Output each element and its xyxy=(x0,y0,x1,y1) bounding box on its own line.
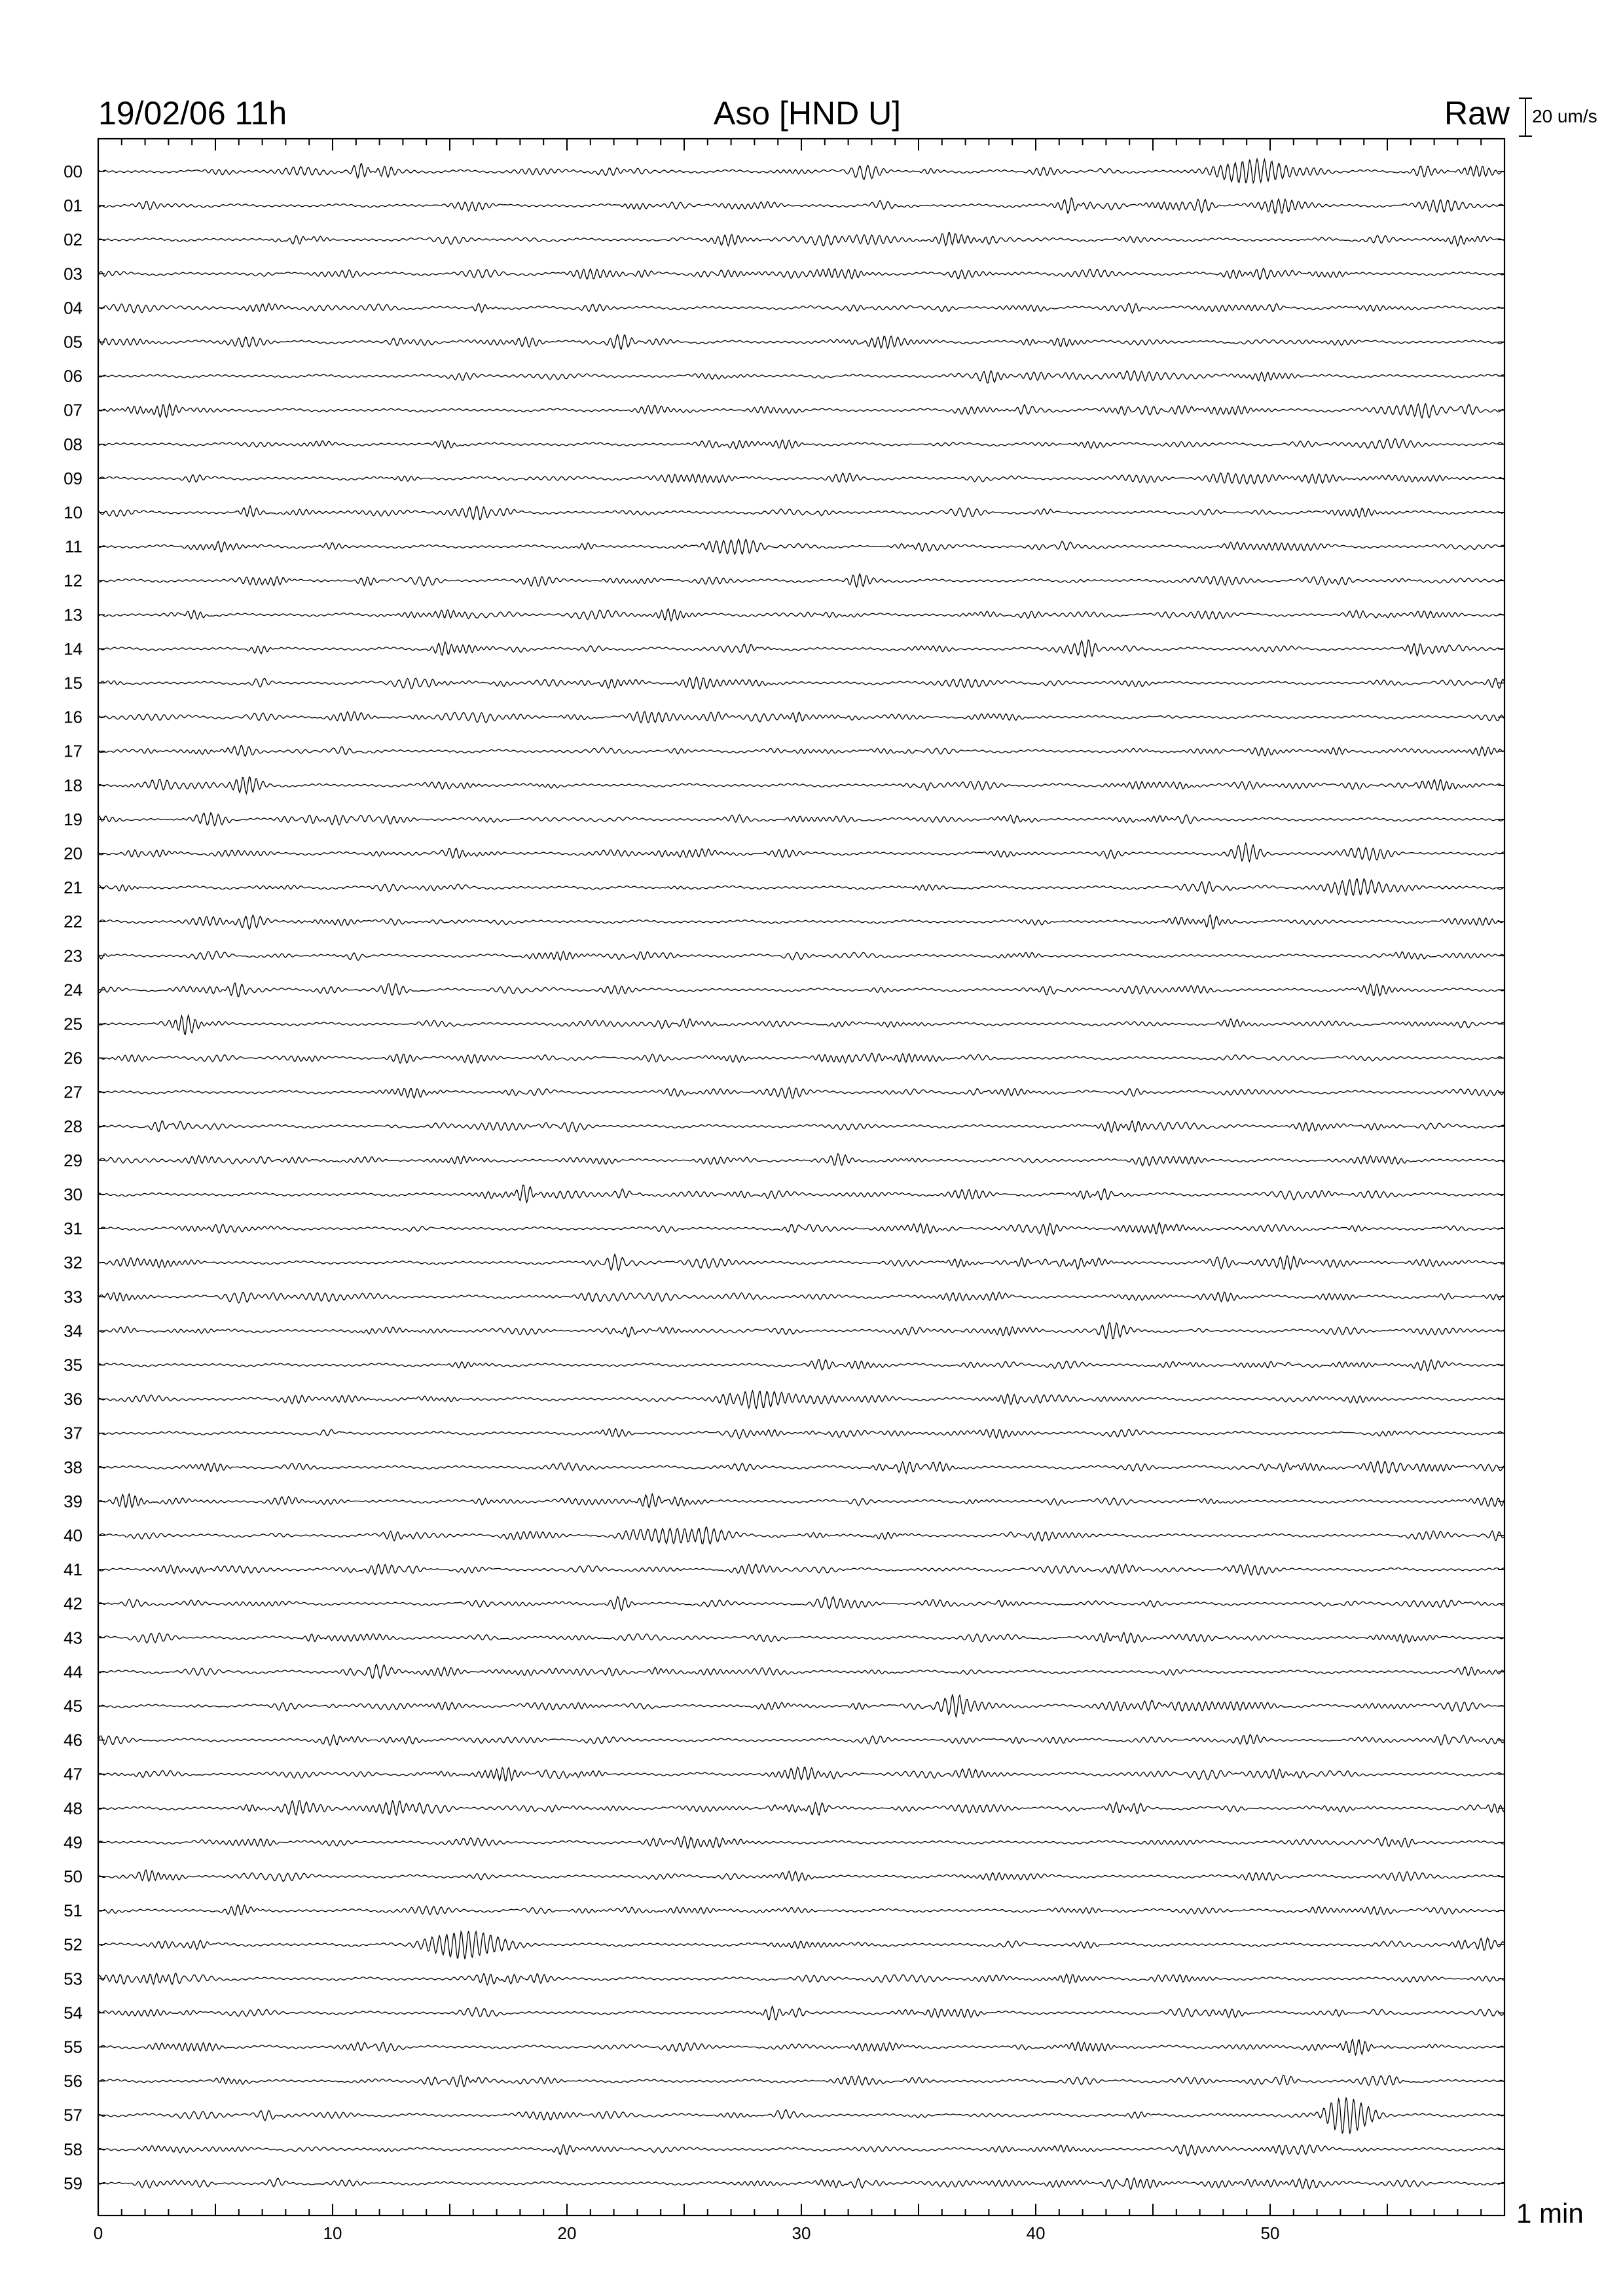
row-label: 39 xyxy=(64,1491,82,1511)
trace-46 xyxy=(98,1734,1504,1746)
row-label: 58 xyxy=(64,2139,82,2159)
x-tick-label: 30 xyxy=(792,2223,811,2243)
trace-28 xyxy=(98,1121,1504,1132)
tick-group xyxy=(94,139,1504,2243)
trace-20 xyxy=(98,843,1504,861)
row-label: 00 xyxy=(64,162,82,181)
row-label: 28 xyxy=(64,1116,82,1136)
trace-18 xyxy=(98,777,1504,794)
trace-02 xyxy=(98,232,1504,246)
row-label: 16 xyxy=(64,707,82,727)
trace-16 xyxy=(98,711,1504,723)
row-label: 25 xyxy=(64,1014,82,1034)
row-label: 10 xyxy=(64,503,82,522)
trace-06 xyxy=(98,371,1504,384)
row-label: 27 xyxy=(64,1082,82,1102)
trace-21 xyxy=(98,879,1504,895)
row-label-group xyxy=(64,162,1504,2193)
trace-44 xyxy=(98,1664,1504,1678)
trace-29 xyxy=(98,1154,1504,1166)
row-label: 54 xyxy=(64,2003,82,2023)
row-label: 51 xyxy=(64,1901,82,1921)
row-label: 45 xyxy=(64,1696,82,1716)
row-label: 36 xyxy=(64,1389,82,1409)
trace-24 xyxy=(98,983,1504,997)
trace-09 xyxy=(98,473,1504,484)
row-label: 33 xyxy=(64,1287,82,1307)
row-label: 59 xyxy=(64,2173,82,2193)
row-label: 05 xyxy=(64,332,82,352)
trace-25 xyxy=(98,1015,1504,1034)
trace-27 xyxy=(98,1087,1504,1098)
trace-52 xyxy=(98,1931,1504,1959)
row-label: 47 xyxy=(64,1764,82,1784)
trace-04 xyxy=(98,303,1504,313)
trace-19 xyxy=(98,813,1504,826)
row-label: 40 xyxy=(64,1526,82,1545)
trace-47 xyxy=(98,1767,1504,1781)
row-label: 53 xyxy=(64,1969,82,1989)
trace-34 xyxy=(98,1323,1504,1339)
trace-30 xyxy=(98,1185,1504,1203)
trace-10 xyxy=(98,506,1504,520)
row-label: 13 xyxy=(64,605,82,625)
row-label: 42 xyxy=(64,1594,82,1614)
row-label: 22 xyxy=(64,912,82,932)
plot-frame xyxy=(98,139,1504,2215)
trace-56 xyxy=(98,2075,1504,2087)
row-label: 37 xyxy=(64,1423,82,1443)
x-axis-unit-label: 1 min xyxy=(1516,2198,1584,2229)
row-label: 01 xyxy=(64,196,82,216)
trace-57 xyxy=(98,2098,1504,2134)
trace-33 xyxy=(98,1292,1504,1303)
trace-00 xyxy=(98,159,1504,183)
trace-03 xyxy=(98,268,1504,279)
row-label: 56 xyxy=(64,2071,82,2091)
trace-38 xyxy=(98,1462,1504,1474)
x-tick-label: 20 xyxy=(557,2223,577,2243)
row-label: 57 xyxy=(64,2105,82,2125)
x-tick-label: 40 xyxy=(1026,2223,1046,2243)
row-label: 46 xyxy=(64,1730,82,1750)
trace-31 xyxy=(98,1223,1504,1236)
trace-42 xyxy=(98,1596,1504,1610)
row-label: 09 xyxy=(64,468,82,488)
scale-bar xyxy=(1519,98,1532,136)
trace-55 xyxy=(98,2039,1504,2055)
amplitude-scale-label: 20 um/s xyxy=(1532,106,1597,126)
row-label: 34 xyxy=(64,1321,82,1341)
trace-50 xyxy=(98,1870,1504,1881)
row-label: 24 xyxy=(64,980,82,1000)
x-tick-label: 0 xyxy=(93,2223,103,2243)
trace-36 xyxy=(98,1391,1504,1408)
row-label: 29 xyxy=(64,1150,82,1170)
trace-32 xyxy=(98,1254,1504,1270)
datetime-label: 19/02/06 11h xyxy=(98,95,287,132)
trace-14 xyxy=(98,640,1504,657)
row-label: 48 xyxy=(64,1798,82,1818)
trace-43 xyxy=(98,1632,1504,1643)
trace-59 xyxy=(98,2178,1504,2189)
trace-17 xyxy=(98,745,1504,757)
trace-07 xyxy=(98,404,1504,418)
trace-51 xyxy=(98,1905,1504,1916)
row-label: 07 xyxy=(64,400,82,420)
trace-13 xyxy=(98,609,1504,621)
trace-53 xyxy=(98,1973,1504,1985)
trace-41 xyxy=(98,1564,1504,1575)
trace-49 xyxy=(98,1837,1504,1848)
row-label: 12 xyxy=(64,571,82,591)
trace-35 xyxy=(98,1359,1504,1371)
trace-58 xyxy=(98,2145,1504,2156)
row-label: 38 xyxy=(64,1457,82,1477)
station-title: Aso [HND U] xyxy=(713,95,902,132)
row-label: 20 xyxy=(64,844,82,863)
row-label: 18 xyxy=(64,775,82,795)
row-label: 08 xyxy=(64,434,82,454)
row-label: 44 xyxy=(64,1662,82,1682)
trace-01 xyxy=(98,198,1504,213)
row-label: 06 xyxy=(64,366,82,386)
plot-border xyxy=(98,139,1504,2215)
x-tick-label: 50 xyxy=(1260,2223,1280,2243)
trace-08 xyxy=(98,439,1504,449)
trace-11 xyxy=(98,539,1504,554)
trace-12 xyxy=(98,574,1504,587)
trace-48 xyxy=(98,1801,1504,1815)
trace-54 xyxy=(98,2007,1504,2020)
mode-label: Raw xyxy=(1444,95,1510,132)
row-label: 43 xyxy=(64,1628,82,1648)
trace-45 xyxy=(98,1695,1504,1717)
trace-22 xyxy=(98,915,1504,929)
row-label: 17 xyxy=(64,741,82,761)
row-label: 55 xyxy=(64,2037,82,2057)
row-label: 19 xyxy=(64,809,82,829)
row-label: 49 xyxy=(64,1832,82,1852)
row-label: 52 xyxy=(64,1935,82,1955)
row-label: 04 xyxy=(64,298,82,318)
x-tick-label: 10 xyxy=(323,2223,342,2243)
trace-23 xyxy=(98,951,1504,960)
row-label: 11 xyxy=(65,537,82,557)
row-label: 02 xyxy=(64,230,82,250)
trace-05 xyxy=(98,334,1504,349)
trace-40 xyxy=(98,1527,1504,1544)
trace-39 xyxy=(98,1494,1504,1508)
row-label: 50 xyxy=(64,1867,82,1886)
trace-26 xyxy=(98,1053,1504,1064)
trace-37 xyxy=(98,1429,1504,1439)
row-label: 31 xyxy=(64,1219,82,1239)
trace-group xyxy=(98,159,1504,2189)
row-label: 15 xyxy=(64,673,82,693)
row-label: 21 xyxy=(64,878,82,898)
row-label: 14 xyxy=(64,639,82,659)
row-label: 30 xyxy=(64,1185,82,1204)
row-label: 26 xyxy=(64,1048,82,1068)
row-label: 32 xyxy=(64,1253,82,1273)
row-label: 41 xyxy=(64,1560,82,1580)
row-label: 03 xyxy=(64,264,82,284)
row-label: 23 xyxy=(64,946,82,966)
row-label: 35 xyxy=(64,1355,82,1375)
trace-15 xyxy=(98,677,1504,689)
